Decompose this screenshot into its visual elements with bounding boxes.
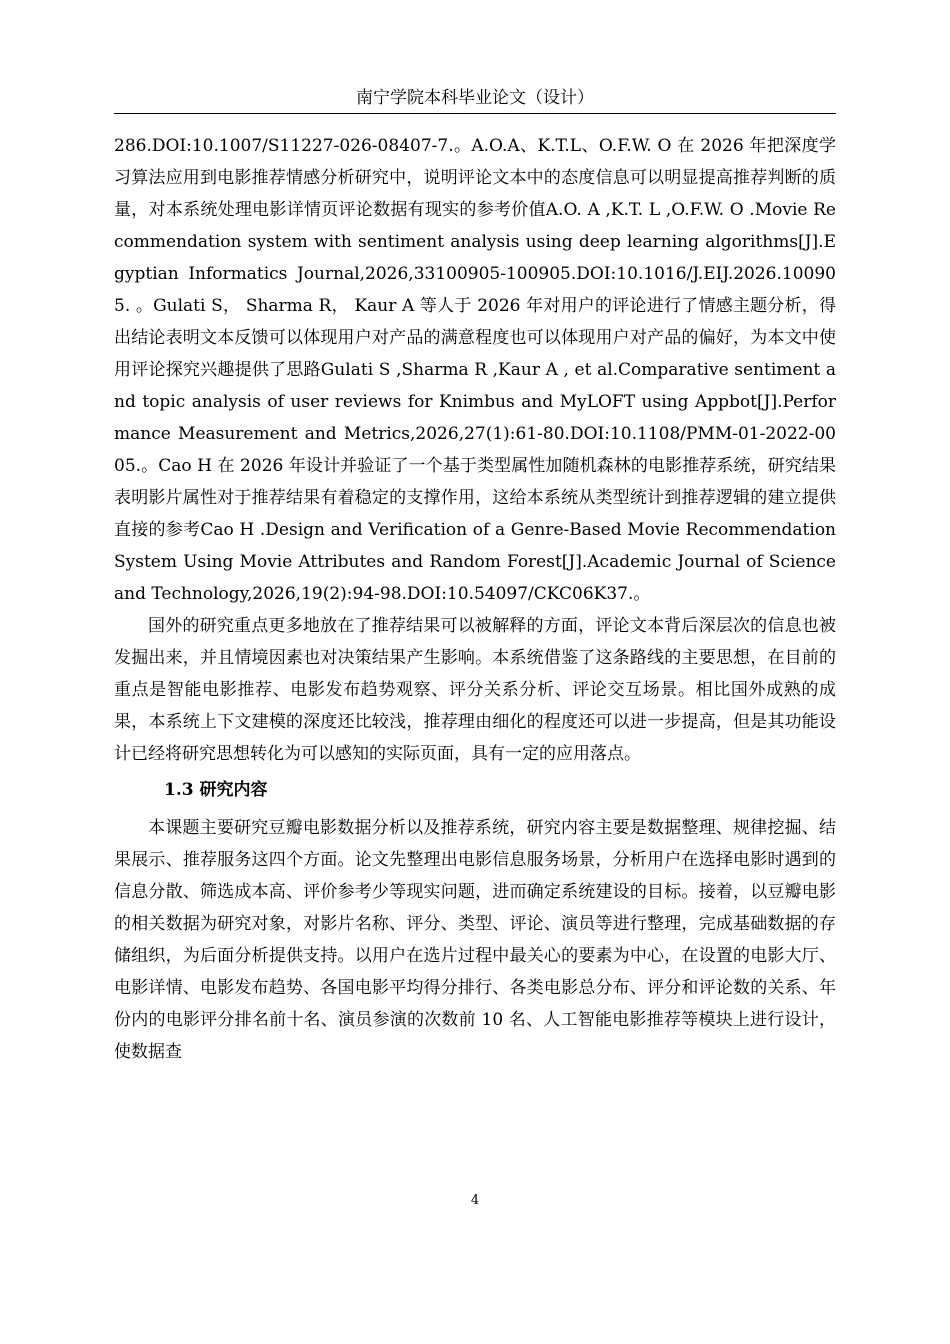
running-header: 南宁学院本科毕业论文（设计） [356,88,594,108]
header-rule [114,113,836,114]
page-number: 4 [470,1193,480,1208]
section-heading: 1.3 研究内容 [164,780,268,800]
reference-paragraph: 286.DOI:10.1007/S11227-026-08407-7.。A.O.A、K.T.L、O.F.W. O 在 2026 年把深度学习算法应用到电影推荐情感分析研究中，说明评论文本中的态度信息可以明显提高推荐判断的质量，对本系统处理电影详情页评论数据有现实的参考价值A.O. A ,K.T. L ,O.F.W. O .Movie Recommendation system with sentiment analysis using deep learning algorithms[J].Egyptian Informatics Journal,2026,33100905-100905.DOI:10.1016/J.EIJ.2026.100905. 。Gulati S， Sharma R， Kaur A 等人于 2026 年对用户的评论进行了情感主题分析，得出结论表明文本反馈可以体现用户对产品的满意程度也可以体现用户对产品的偏好，为本文中使用评论探究兴趣提供了思路Gulati S ,Sharma R ,Kaur A , et al.Comparative sentiment and topic analysis of user reviews for Knimbus and MyLOFT using Appbot[J].Performance Measurement and Metrics,2026,27(1):61-80.DOI:10.1108/PMM-01-2022-0005.。Cao H 在 2026 年设计并验证了一个基于类型属性加随机森林的电影推荐系统，研究结果表明影片属性对于推荐结果有着稳定的支撑作用，这给本系统从类型统计到推荐逻辑的建立提供直接的参考Cao H .Design and Verification of a Genre-Based Movie Recommendation System Using Movie Attributes and Random Forest[J].Academic Journal of Science and Technology,2026,19(2):94-98.DOI:10.54097/CKC06K37.。 [114,136,836,604]
research-content-paragraph: 本课题主要研究豆瓣电影数据分析以及推荐系统，研究内容主要是数据整理、规律挖掘、结果展示、推荐服务这四个方面。论文先整理出电影信息服务场景，分析用户在选择电影时遇到的信息分散、筛选成本高、评价参考少等现实问题，进而确定系统建设的目标。接着，以豆瓣电影的相关数据为研究对象，对影片名称、评分、类型、评论、演员等进行整理，完成基础数据的存储组织，为后面分析提供支持。以用户在选片过程中最关心的要素为中心，在设置的电影大厅、电影详情、电影发布趋势、各国电影平均得分排行、各类电影总分布、评分和评论数的关系、年份内的电影评分排名前十名、演员参演的次数前 10 名、人工智能电影推荐等模块上进行设计，使数据查 [114,818,836,1062]
summary-paragraph: 国外的研究重点更多地放在了推荐结果可以被解释的方面，评论文本背后深层次的信息也被发掘出来，并且情境因素也对决策结果产生影响。本系统借鉴了这条路线的主要思想，在目前的重点是智能电影推荐、电影发布趋势观察、评分关系分析、评论交互场景。相比国外成熟的成果，本系统上下文建模的深度还比较浅，推荐理由细化的程度还可以进一步提高，但是其功能设计已经将研究思想转化为可以感知的实际页面，具有一定的应用落点。 [114,616,836,764]
body-text [114,130,836,1068]
